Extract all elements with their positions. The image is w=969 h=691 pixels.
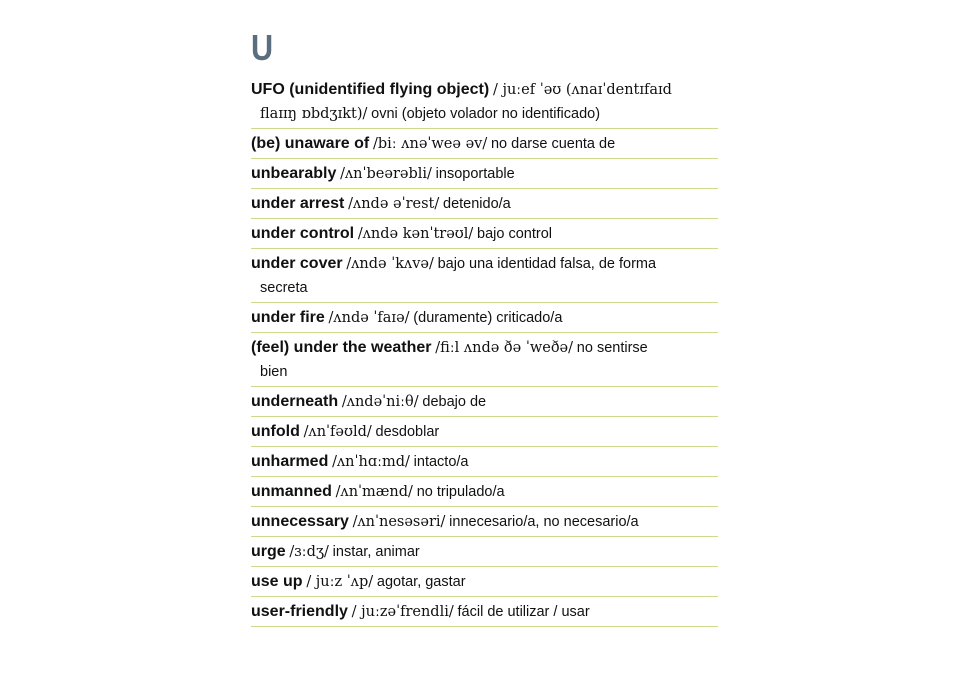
pronunciation: /ʌnˈbeərəbli/: [340, 166, 432, 182]
translation: innecesario/a, no necesario/a: [449, 514, 639, 530]
pronunciation: /ʌndə ˈfaɪə/: [328, 310, 410, 326]
pronunciation: / juːef ˈəʊ (ʌnaɪˈdentɪfaɪd: [492, 82, 672, 98]
translation: fácil de utilizar / usar: [457, 604, 590, 620]
pronunciation: /ʌnˈmænd/: [335, 484, 413, 500]
section-letter: U: [251, 27, 274, 68]
translation: desdoblar: [375, 424, 440, 440]
translation: (duramente) criticado/a: [413, 310, 563, 326]
headword: underneath: [251, 393, 339, 410]
pronunciation: /ʌndəˈniːθ/: [341, 394, 419, 410]
headword: under control: [251, 225, 355, 242]
translation: ovni (objeto volador no identificado): [371, 106, 601, 122]
headword: (feel) under the weather: [251, 339, 432, 356]
translation: no sentirse: [576, 340, 648, 356]
entry-under-arrest: [251, 189, 718, 219]
entry-user-friendly: [251, 597, 718, 627]
glossary-page: [251, 27, 718, 627]
entry-unfold: [251, 417, 718, 447]
pronunciation: /ʌnˈhɑːmd/: [332, 454, 410, 470]
entry-under-control: [251, 219, 718, 249]
translation: agotar, gastar: [376, 574, 466, 590]
headword: (be) unaware of: [251, 135, 370, 152]
pronunciation: /ɜːdʒ/: [289, 544, 329, 560]
pronunciation: /ʌnˈfəʊld/: [303, 424, 372, 440]
headword: unfold: [251, 423, 300, 440]
entry-under-fire: [251, 303, 718, 333]
pronunciation: / juːzəˈfrendli/: [351, 604, 454, 620]
headword: unharmed: [251, 453, 329, 470]
headword: under arrest: [251, 195, 345, 212]
entry-unmanned: [251, 477, 718, 507]
entry-ufo: [251, 78, 718, 129]
headword: urge: [251, 543, 286, 560]
translation-cont: bien: [260, 364, 288, 380]
entry-list: [251, 78, 718, 627]
headword: use up: [251, 573, 303, 590]
translation: detenido/a: [443, 196, 511, 212]
entry-unharmed: [251, 447, 718, 477]
entry-continuation: [251, 360, 718, 384]
headword: unbearably: [251, 165, 337, 182]
pronunciation: / juːz ˈʌp/: [306, 574, 374, 590]
entry-under-cover: [251, 249, 718, 303]
translation: instar, animar: [332, 544, 420, 560]
entry-urge: [251, 537, 718, 567]
pronunciation: /ʌnˈnesəsəri/: [352, 514, 446, 530]
pronunciation: /ʌndə ˈkʌvə/: [346, 256, 434, 272]
entry-be-unaware-of: [251, 129, 718, 159]
entry-under-the-weather: [251, 333, 718, 387]
translation: bajo control: [477, 226, 553, 242]
entry-unnecessary: [251, 507, 718, 537]
pronunciation: /fiːl ʌndə ðə ˈweðə/: [435, 340, 574, 356]
entry-continuation: [251, 102, 718, 126]
headword: under cover: [251, 255, 343, 272]
translation: bajo una identidad falsa, de forma: [437, 256, 657, 272]
headword: unmanned: [251, 483, 332, 500]
headword: user-friendly: [251, 603, 348, 620]
translation: intacto/a: [413, 454, 469, 470]
entry-continuation: [251, 276, 718, 300]
headword: UFO (unidentified flying object): [251, 81, 490, 98]
translation: debajo de: [422, 394, 487, 410]
headword: unnecessary: [251, 513, 349, 530]
translation: no darse cuenta de: [490, 136, 616, 152]
pronunciation: /ʌndə kənˈtrəʊl/: [357, 226, 474, 242]
translation-cont: secreta: [260, 280, 308, 296]
pronunciation: /ʌndə əˈrest/: [348, 196, 440, 212]
pronunciation: /biː ʌnəˈweə əv/: [372, 136, 488, 152]
translation: insoportable: [435, 166, 515, 182]
entry-use-up: [251, 567, 718, 597]
pronunciation-cont: flaɪɪŋ ɒbdʒɪkt)/: [260, 106, 368, 122]
translation: no tripulado/a: [416, 484, 505, 500]
entry-unbearably: [251, 159, 718, 189]
entry-underneath: [251, 387, 718, 417]
headword: under fire: [251, 309, 325, 326]
